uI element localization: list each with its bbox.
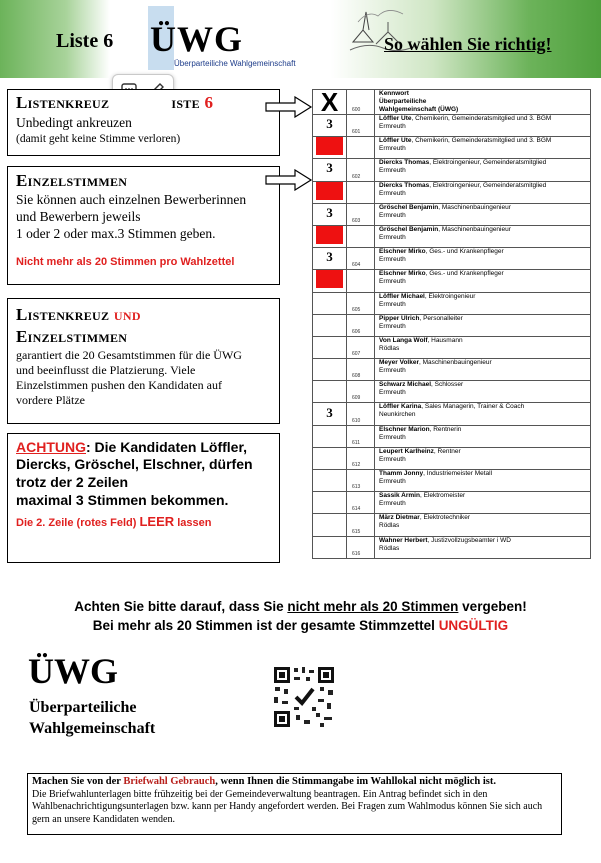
achtung-line2: Diercks, Gröschel, Elschner, dürfen bbox=[16, 456, 253, 472]
ballot-mark-cell[interactable] bbox=[313, 470, 347, 492]
candidate-place: Ermreuth bbox=[379, 256, 406, 264]
candidate-place: Ermreuth bbox=[379, 211, 406, 219]
candidate-occupation: , Personalleiter bbox=[419, 314, 463, 322]
ballot-row bbox=[313, 203, 591, 225]
ballot-mark-cell[interactable] bbox=[313, 425, 347, 447]
ballot-mark-cell[interactable] bbox=[313, 292, 347, 314]
candidate-name: Wahner Herbert bbox=[379, 536, 428, 544]
kennwort-line: Wahlgemeinschaft (ÜWG) bbox=[379, 106, 459, 113]
candidate-info bbox=[375, 159, 591, 181]
candidate-line bbox=[379, 182, 590, 190]
ballot-mark-cell[interactable] bbox=[313, 381, 347, 403]
ballot-row bbox=[313, 381, 591, 403]
arrow-right-icon bbox=[265, 96, 313, 118]
candidate-occupation: , Chemikerin, Gemeinderatsmitglied und 3. BGM bbox=[411, 115, 552, 122]
candidate-name: März Dietmar bbox=[379, 514, 420, 522]
candidate-place: Ermreuth bbox=[379, 233, 406, 241]
ballot-mark-cell[interactable] bbox=[313, 314, 347, 336]
briefwahl-highlight: Briefwahl Gebrauch bbox=[123, 776, 216, 787]
kombination-line1: garantiert die 20 Gesamtstimmen für die ÜWG bbox=[16, 348, 242, 362]
ballot-sample bbox=[312, 86, 591, 566]
candidate-info bbox=[375, 403, 591, 425]
achtung-line3: trotz der 2 Zeilen bbox=[16, 474, 129, 490]
listenkreuz-title-suffix: iste bbox=[171, 93, 200, 112]
kombination-title-line2: Einzelstimmen bbox=[16, 327, 128, 346]
candidate-info bbox=[375, 137, 591, 159]
candidate-number bbox=[347, 181, 375, 203]
ballot-row bbox=[313, 115, 591, 137]
notice-line1-b: vergeben! bbox=[458, 599, 527, 614]
ballot-row bbox=[313, 292, 591, 314]
red-empty-field bbox=[316, 270, 343, 288]
candidate-number bbox=[347, 137, 375, 159]
candidate-occupation: , Schlosser bbox=[431, 381, 464, 389]
candidate-place: Ermreuth bbox=[379, 189, 406, 197]
ballot-mark-cell[interactable] bbox=[313, 225, 347, 247]
candidate-number: 602 bbox=[347, 159, 375, 181]
slogan-headline: So wählen Sie richtig! bbox=[384, 34, 552, 54]
candidate-info bbox=[375, 314, 591, 336]
vote-count: 3 bbox=[326, 404, 333, 420]
kombination-line3: Einzelstimmen pushen den Kandidaten auf bbox=[16, 378, 222, 392]
ballot-mark-cell[interactable] bbox=[313, 514, 347, 536]
candidate-line bbox=[379, 270, 590, 278]
candidate-place: Ermreuth bbox=[379, 433, 406, 441]
candidate-line bbox=[379, 359, 590, 367]
listenkreuz-line1: Unbedingt ankreuzen bbox=[16, 115, 132, 130]
achtung-keyword: ACHTUNG bbox=[16, 439, 86, 455]
briefwahl-headline bbox=[32, 776, 557, 789]
red-empty-field bbox=[316, 137, 343, 155]
candidate-info bbox=[375, 292, 591, 314]
candidate-number: 616 bbox=[347, 536, 375, 558]
candidate-occupation: , Elektroingenieur bbox=[424, 292, 476, 300]
ballot-mark-cell[interactable] bbox=[313, 336, 347, 358]
candidate-info bbox=[375, 381, 591, 403]
kombination-line4: vordere Plätze bbox=[16, 393, 85, 407]
candidate-number: 605 bbox=[347, 292, 375, 314]
listenkreuz-title-text: Listenkreuz bbox=[16, 93, 110, 112]
candidate-place: Ermreuth bbox=[379, 389, 406, 397]
candidate-occupation: , Rentner bbox=[433, 447, 461, 455]
notice-line1-underlined: nicht mehr als 20 Stimmen bbox=[287, 599, 459, 614]
candidate-number: 611 bbox=[347, 425, 375, 447]
candidate-name: Von Langa Wolf bbox=[379, 336, 428, 344]
candidate-info bbox=[375, 115, 591, 137]
ballot-mark-cell[interactable] bbox=[313, 159, 347, 181]
red-empty-field bbox=[316, 226, 343, 244]
ballot-row bbox=[313, 514, 591, 536]
candidate-occupation: , Sales Managerin, Trainer & Coach bbox=[421, 403, 525, 411]
listenkreuz-line2: (damit geht keine Stimme verloren) bbox=[16, 133, 181, 145]
candidate-line bbox=[379, 337, 590, 345]
candidate-line bbox=[379, 159, 590, 167]
candidate-line bbox=[379, 226, 590, 234]
candidate-name: Elschner Marion bbox=[379, 425, 430, 433]
candidate-line bbox=[379, 315, 590, 323]
ballot-row bbox=[313, 403, 591, 425]
stimmen-notice bbox=[0, 597, 601, 635]
listenkreuz-list-number: 6 bbox=[204, 93, 214, 112]
ballot-row bbox=[313, 137, 591, 159]
arrow-right-icon bbox=[265, 169, 313, 191]
candidate-name: Diercks Thomas bbox=[379, 181, 430, 189]
candidate-place: Rödlas bbox=[379, 344, 400, 352]
kombination-title-a: Listenkreuz bbox=[16, 305, 110, 324]
achtung-line4: maximal 3 Stimmen bekommen. bbox=[16, 492, 229, 508]
candidate-number: 614 bbox=[347, 492, 375, 514]
candidate-number: 615 bbox=[347, 514, 375, 536]
candidate-line bbox=[379, 537, 590, 545]
ballot-row bbox=[313, 314, 591, 336]
listenkreuz-title bbox=[16, 93, 213, 113]
candidate-name: Diercks Thomas bbox=[379, 159, 430, 167]
candidate-line bbox=[379, 403, 590, 411]
candidate-occupation: , Hausmann bbox=[427, 336, 463, 344]
candidate-place: Ermreuth bbox=[379, 278, 406, 286]
ballot-row bbox=[313, 90, 591, 115]
candidate-info bbox=[375, 359, 591, 381]
candidate-name: Elschner Mirko bbox=[379, 248, 426, 256]
ballot-row bbox=[313, 181, 591, 203]
candidate-info bbox=[375, 447, 591, 469]
footer-brand-line1: Überparteiliche bbox=[29, 699, 137, 716]
candidate-line bbox=[379, 426, 590, 434]
vote-count: 3 bbox=[326, 204, 333, 220]
candidate-name: Meyer Volker bbox=[379, 359, 419, 367]
ballot-mark-cell[interactable] bbox=[313, 492, 347, 514]
candidate-place: Ermreuth bbox=[379, 322, 406, 330]
einzelstimmen-line2: und Bewerbern jeweils bbox=[16, 209, 141, 224]
candidate-place: Ermreuth bbox=[379, 500, 406, 508]
candidate-number bbox=[347, 225, 375, 247]
candidate-occupation: , Elektroingenieur, Gemeinderatsmitglied bbox=[429, 159, 547, 167]
candidate-line bbox=[379, 115, 590, 123]
candidate-place: Ermreuth bbox=[379, 167, 406, 175]
candidate-info bbox=[375, 425, 591, 447]
candidate-name: Elschner Mirko bbox=[379, 270, 426, 278]
candidate-info bbox=[375, 470, 591, 492]
candidate-number bbox=[347, 270, 375, 292]
ballot-mark-cell[interactable] bbox=[313, 447, 347, 469]
candidate-info bbox=[375, 90, 591, 115]
candidate-info bbox=[375, 536, 591, 558]
candidate-occupation: , Ges.- und Krankenpfleger bbox=[425, 270, 504, 278]
candidate-info bbox=[375, 270, 591, 292]
candidate-occupation: , Elektromeister bbox=[419, 492, 466, 500]
candidate-line bbox=[379, 448, 590, 456]
achtung-red-a: Die 2. Zeile (rotes Feld) bbox=[16, 517, 140, 529]
candidate-name: Leupert Karlheinz bbox=[379, 447, 434, 455]
ballot-row bbox=[313, 270, 591, 292]
candidate-line bbox=[379, 248, 590, 256]
briefwahl-headline-b: , wenn Ihnen die Stimmangabe im Wahllokal nicht möglich ist. bbox=[215, 776, 496, 787]
candidate-info bbox=[375, 492, 591, 514]
candidate-number: 612 bbox=[347, 447, 375, 469]
cross-mark-icon: X bbox=[320, 86, 339, 117]
ballot-table bbox=[312, 86, 591, 559]
candidate-line bbox=[379, 470, 590, 478]
einzelstimmen-warning: Nicht mehr als 20 Stimmen pro Wahlzettel bbox=[16, 256, 235, 268]
candidate-name: Löffler Ute bbox=[379, 115, 412, 122]
candidate-name: Löffler Michael bbox=[379, 292, 425, 300]
candidate-number: 609 bbox=[347, 381, 375, 403]
footer-brand-logo: ÜWG bbox=[28, 651, 118, 691]
ballot-row bbox=[313, 447, 591, 469]
candidate-number: 610 bbox=[347, 403, 375, 425]
candidate-name: Pipper Ulrich bbox=[379, 314, 420, 322]
ballot-mark-cell[interactable] bbox=[313, 359, 347, 381]
ballot-mark-cell[interactable] bbox=[313, 270, 347, 292]
ballot-mark-cell[interactable] bbox=[313, 203, 347, 225]
kombination-title-line1 bbox=[16, 305, 141, 325]
briefwahl-headline-a: Machen Sie von der bbox=[32, 776, 124, 787]
achtung-line1 bbox=[16, 438, 247, 456]
ballot-mark-cell[interactable] bbox=[313, 403, 347, 425]
ballot-mark-cell[interactable] bbox=[313, 536, 347, 558]
candidate-place: Ermreuth bbox=[379, 478, 406, 485]
ballot-row bbox=[313, 470, 591, 492]
brand-subtitle: Überparteiliche Wahlgemeinschaft bbox=[174, 59, 296, 68]
candidate-name: Sassik Armin bbox=[379, 492, 420, 500]
listenkreuz-box bbox=[7, 89, 280, 156]
ballot-row bbox=[313, 336, 591, 358]
kombination-line2: und beeinflusst die Platzierung. Viele bbox=[16, 363, 196, 377]
candidate-occupation: , Ges.- und Krankenpfleger bbox=[425, 248, 504, 256]
kombination-box bbox=[7, 298, 280, 424]
notice-line1-a: Achten Sie bitte darauf, dass Sie bbox=[74, 599, 288, 614]
candidate-place: Ermreuth bbox=[379, 145, 406, 153]
candidate-place: Neunkirchen bbox=[379, 411, 416, 419]
kennwort-line: Kennwort bbox=[379, 90, 409, 97]
notice-line1 bbox=[0, 597, 601, 616]
einzelstimmen-box bbox=[7, 166, 280, 285]
candidate-line bbox=[379, 492, 590, 500]
candidate-place: Ermreuth bbox=[379, 300, 406, 308]
ballot-row bbox=[313, 492, 591, 514]
einzelstimmen-line1: Sie können auch einzelnen Bewerberinnen bbox=[16, 192, 247, 207]
candidate-number: 601 bbox=[347, 115, 375, 137]
briefwahl-text: Die Briefwahlunterlagen bitte frühzeitig bei der Gemeindeverwaltung beantragen. Ein Antrag befindet sich in den Wahlbenachrichtigungsunterlagen bzw. kann per Handy angefordert werden. Bei Fragen zum Wahlmodus können Sie sich auch gern an unsere Kandidaten wenden. bbox=[32, 788, 543, 825]
candidate-occupation: , Elektroingenieur, Gemeinderatsmitglied bbox=[429, 181, 547, 189]
candidate-place: Ermreuth bbox=[379, 455, 406, 463]
candidate-info bbox=[375, 514, 591, 536]
candidate-number: 600 bbox=[347, 90, 375, 115]
footer-brand-line2: Wahlgemeinschaft bbox=[29, 720, 156, 737]
candidate-place: Ermreuth bbox=[379, 367, 406, 375]
candidate-line bbox=[379, 381, 590, 389]
candidate-name: Schwarz Michael bbox=[379, 381, 432, 389]
ballot-row bbox=[313, 248, 591, 270]
notice-line2-a: Bei mehr als 20 Stimmen ist der gesamte Stimmzettel bbox=[92, 618, 439, 633]
qr-code-icon[interactable] bbox=[272, 665, 336, 729]
candidate-number: 608 bbox=[347, 359, 375, 381]
candidate-place: Rödlas bbox=[379, 544, 400, 552]
ballot-row bbox=[313, 359, 591, 381]
candidate-info bbox=[375, 203, 591, 225]
candidate-info bbox=[375, 336, 591, 358]
candidate-occupation: , Elektrotechniker bbox=[419, 514, 471, 522]
candidate-info bbox=[375, 225, 591, 247]
ballot-row bbox=[313, 536, 591, 558]
achtung-box bbox=[7, 433, 280, 563]
candidate-info bbox=[375, 181, 591, 203]
ballot-mark-cell[interactable] bbox=[313, 137, 347, 159]
ballot-mark-cell[interactable] bbox=[313, 248, 347, 270]
list-number-label: Liste 6 bbox=[56, 30, 114, 52]
candidate-number: 606 bbox=[347, 314, 375, 336]
candidate-occupation: , Rentnerin bbox=[429, 425, 462, 433]
candidate-line bbox=[379, 137, 590, 145]
achtung-red-leer: LEER bbox=[139, 514, 175, 529]
candidate-place: Ermreuth bbox=[379, 123, 406, 130]
notice-ungueltig: UNGÜLTIG bbox=[438, 618, 509, 633]
vote-count: 3 bbox=[326, 116, 333, 132]
candidate-number: 607 bbox=[347, 336, 375, 358]
candidate-place: Rödlas bbox=[379, 522, 400, 530]
red-empty-field bbox=[316, 182, 343, 200]
kennwort-line: Überparteiliche bbox=[379, 98, 427, 105]
candidate-name: Löffler Ute bbox=[379, 137, 412, 145]
candidate-line bbox=[379, 204, 590, 212]
candidate-occupation: , Maschinenbauingenieur bbox=[438, 225, 511, 233]
candidate-name: Gröschel Benjamin bbox=[379, 203, 439, 211]
ballot-mark-cell[interactable] bbox=[313, 181, 347, 203]
candidate-number: 613 bbox=[347, 470, 375, 492]
candidate-number: 604 bbox=[347, 248, 375, 270]
vote-count: 3 bbox=[326, 249, 333, 265]
candidate-name: Löffler Karina bbox=[379, 403, 422, 411]
candidate-line bbox=[379, 514, 590, 522]
candidate-number: 603 bbox=[347, 203, 375, 225]
ballot-mark-cell[interactable] bbox=[313, 115, 347, 137]
candidate-occupation: , Chemikerin, Gemeinderatsmitglied und 3. BGM bbox=[411, 137, 552, 145]
ballot-row bbox=[313, 225, 591, 247]
notice-line2 bbox=[0, 616, 601, 635]
candidate-occupation: , Maschinenbauingenieur bbox=[438, 203, 511, 211]
candidate-occupation: , Maschinenbauingenieur bbox=[418, 359, 492, 367]
achtung-text1: : Die Kandidaten Löffler, bbox=[86, 439, 248, 455]
brand-logo-text: ÜWG bbox=[150, 19, 243, 59]
candidate-name: Gröschel Benjamin bbox=[379, 225, 439, 233]
einzelstimmen-title: Einzelstimmen bbox=[16, 171, 128, 190]
ballot-row bbox=[313, 159, 591, 181]
ballot-mark-cell[interactable] bbox=[313, 86, 347, 117]
candidate-name: Thamm Jonny bbox=[379, 470, 424, 477]
kombination-title-und: und bbox=[113, 305, 141, 324]
achtung-red-c: lassen bbox=[174, 517, 212, 529]
einzelstimmen-line3: 1 oder 2 oder max.3 Stimmen geben. bbox=[16, 226, 216, 241]
candidate-info bbox=[375, 248, 591, 270]
ballot-row bbox=[313, 425, 591, 447]
vote-count: 3 bbox=[326, 160, 333, 176]
briefwahl-info-box bbox=[27, 773, 562, 835]
candidate-occupation: , Industriemeister Metall bbox=[423, 470, 493, 477]
candidate-line bbox=[379, 293, 590, 301]
candidate-occupation: , Justizvollzugsbeamter i WD bbox=[427, 536, 511, 544]
achtung-red-instruction bbox=[16, 514, 211, 529]
